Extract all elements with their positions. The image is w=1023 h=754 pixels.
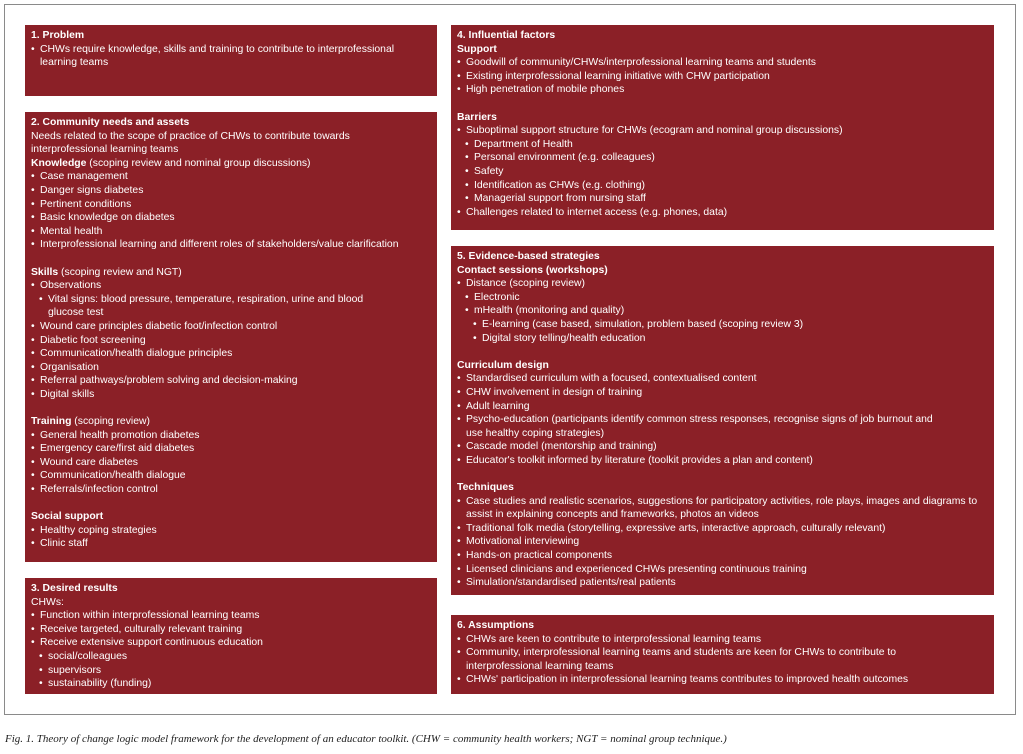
- contact-item: • Distance (scoping review): [457, 277, 988, 291]
- mhealth-subitem: • E-learning (case based, simulation, problem based (scoping review 3): [457, 318, 988, 332]
- curriculum-item: • CHW involvement in design of training: [457, 386, 988, 400]
- assumptions-box: [451, 615, 994, 694]
- skills-note: (scoping review and NGT): [58, 266, 182, 278]
- skills-item: • Wound care principles diabetic foot/infection control: [31, 320, 431, 334]
- knowledge-item: • Pertinent conditions: [31, 198, 431, 212]
- skills-head: Skills: [31, 266, 59, 278]
- training-item: • Communication/health dialogue: [31, 469, 431, 483]
- evidence-strategies-title: 5. Evidence-based strategies: [457, 251, 600, 262]
- curriculum-item: • Standardised curriculum with a focused, contextualised content: [457, 372, 988, 386]
- assumption-item: • CHWs are keen to contribute to interprofessional learning teams: [457, 633, 988, 647]
- social-support-heading: Social support: [31, 511, 104, 523]
- knowledge-heading: [31, 157, 431, 171]
- training-note: (scoping review): [71, 416, 150, 428]
- desired-result-subitem: • sustainability (funding): [31, 677, 431, 691]
- training-head: Training: [31, 416, 72, 428]
- skills-item: • Organisation: [31, 361, 431, 375]
- skills-item: • Observations: [31, 279, 431, 293]
- curriculum-item: • Psycho-education (participants identify common stress responses, recognise signs of job burnout and use healthy coping strategies): [457, 413, 951, 440]
- problem-title: 1. Problem: [31, 30, 85, 41]
- technique-item: • Traditional folk media (storytelling, expressive arts, interactive approach, culturally relevant): [457, 522, 988, 536]
- knowledge-item: • Case management: [31, 170, 431, 184]
- curriculum-item: • Cascade model (mentorship and training): [457, 440, 988, 454]
- training-item: • General health promotion diabetes: [31, 429, 431, 443]
- training-heading: [31, 415, 431, 429]
- barrier-subitem: • Managerial support from nursing staff: [457, 192, 988, 206]
- support-item: • Existing interprofessional learning initiative with CHW participation: [457, 70, 988, 84]
- contact-subitem: • Electronic: [457, 291, 988, 305]
- contact-sessions-heading: Contact sessions (workshops): [457, 264, 608, 276]
- curriculum-item: • Adult learning: [457, 400, 988, 414]
- skills-heading: [31, 266, 431, 280]
- technique-item: • Simulation/standardised patients/real patients: [457, 576, 988, 590]
- barrier-subitem: • Identification as CHWs (e.g. clothing): [457, 179, 988, 193]
- desired-result-subitem: • supervisors: [31, 664, 431, 678]
- figure-caption: Fig. 1. Theory of change logic model framework for the development of an educator toolkit. (CHW = community health workers; NGT = nominal group technique.): [5, 733, 727, 745]
- training-item: • Referrals/infection control: [31, 483, 431, 497]
- community-needs-title: 2. Community needs and assets: [31, 117, 190, 128]
- barrier-item: • Challenges related to internet access (e.g. phones, data): [457, 206, 988, 220]
- barrier-item: • Suboptimal support structure for CHWs (ecogram and nominal group discussions): [457, 124, 988, 138]
- influential-factors-title: 4. Influential factors: [457, 30, 556, 41]
- support-item: • Goodwill of community/CHWs/interprofessional learning teams and students: [457, 56, 988, 70]
- desired-result-item: • Receive extensive support continuous education: [31, 636, 431, 650]
- influential-factors-box: [451, 25, 994, 230]
- contact-subitem: • mHealth (monitoring and quality): [457, 304, 988, 318]
- community-needs-intro: Needs related to the scope of practice of CHWs to contribute towards interprofessional learning teams: [31, 130, 350, 156]
- technique-item: • Licensed clinicians and experienced CHWs presenting continuous training: [457, 563, 988, 577]
- social-support-item: • Healthy coping strategies: [31, 524, 431, 538]
- knowledge-item: • Interprofessional learning and different roles of stakeholders/value clarification: [31, 238, 431, 252]
- knowledge-item: • Basic knowledge on diabetes: [31, 211, 431, 225]
- desired-results-title: 3. Desired results: [31, 583, 118, 594]
- social-support-item: • Clinic staff: [31, 537, 431, 551]
- desired-result-subitem: • social/colleagues: [31, 650, 431, 664]
- assumptions-title: 6. Assumptions: [457, 620, 534, 631]
- support-heading: Support: [457, 43, 497, 55]
- problem-item: • CHWs require knowledge, skills and training to contribute to interprofessional learning teams: [31, 43, 410, 70]
- curriculum-design-heading: Curriculum design: [457, 359, 549, 371]
- knowledge-head: Knowledge: [31, 157, 87, 169]
- support-item: • High penetration of mobile phones: [457, 83, 988, 97]
- technique-item: • Motivational interviewing: [457, 535, 988, 549]
- assumption-item: • CHWs' participation in interprofessional learning teams contributes to improved health outcomes: [457, 673, 988, 687]
- barrier-subitem: • Personal environment (e.g. colleagues): [457, 151, 988, 165]
- knowledge-note: (scoping review and nominal group discussions): [86, 157, 311, 169]
- community-needs-box: [25, 112, 437, 562]
- barrier-subitem: • Department of Health: [457, 138, 988, 152]
- technique-item: • Hands-on practical components: [457, 549, 988, 563]
- skills-item: • Digital skills: [31, 388, 431, 402]
- desired-results-box: [25, 578, 437, 694]
- skills-item: • Diabetic foot screening: [31, 334, 431, 348]
- training-item: • Wound care diabetes: [31, 456, 431, 470]
- barrier-subitem: • Safety: [457, 165, 988, 179]
- barriers-heading: Barriers: [457, 111, 497, 123]
- desired-results-intro: CHWs:: [31, 596, 64, 608]
- desired-result-item: • Function within interprofessional learning teams: [31, 609, 431, 623]
- assumption-item: • Community, interprofessional learning teams and students are keen for CHWs to contribute to interprofessional learning teams: [457, 646, 936, 673]
- skills-item: • Referral pathways/problem solving and decision-making: [31, 374, 431, 388]
- desired-result-item: • Receive targeted, culturally relevant training: [31, 623, 431, 637]
- evidence-strategies-box: [451, 246, 994, 595]
- mhealth-subitem: • Digital story telling/health education: [457, 332, 988, 346]
- knowledge-item: • Danger signs diabetes: [31, 184, 431, 198]
- problem-box: [25, 25, 437, 96]
- techniques-heading: Techniques: [457, 482, 514, 494]
- curriculum-item: • Educator's toolkit informed by literature (toolkit provides a plan and content): [457, 454, 988, 468]
- skills-subitem: • Vital signs: blood pressure, temperature, respiration, urine and blood glucose test: [31, 293, 378, 320]
- skills-item: • Communication/health dialogue principles: [31, 347, 431, 361]
- knowledge-item: • Mental health: [31, 225, 431, 239]
- technique-item: • Case studies and realistic scenarios, suggestions for participatory activities, role plays, images and diagrams to assist in explaining concepts and frameworks, photos an videos: [457, 495, 981, 522]
- training-item: • Emergency care/first aid diabetes: [31, 442, 431, 456]
